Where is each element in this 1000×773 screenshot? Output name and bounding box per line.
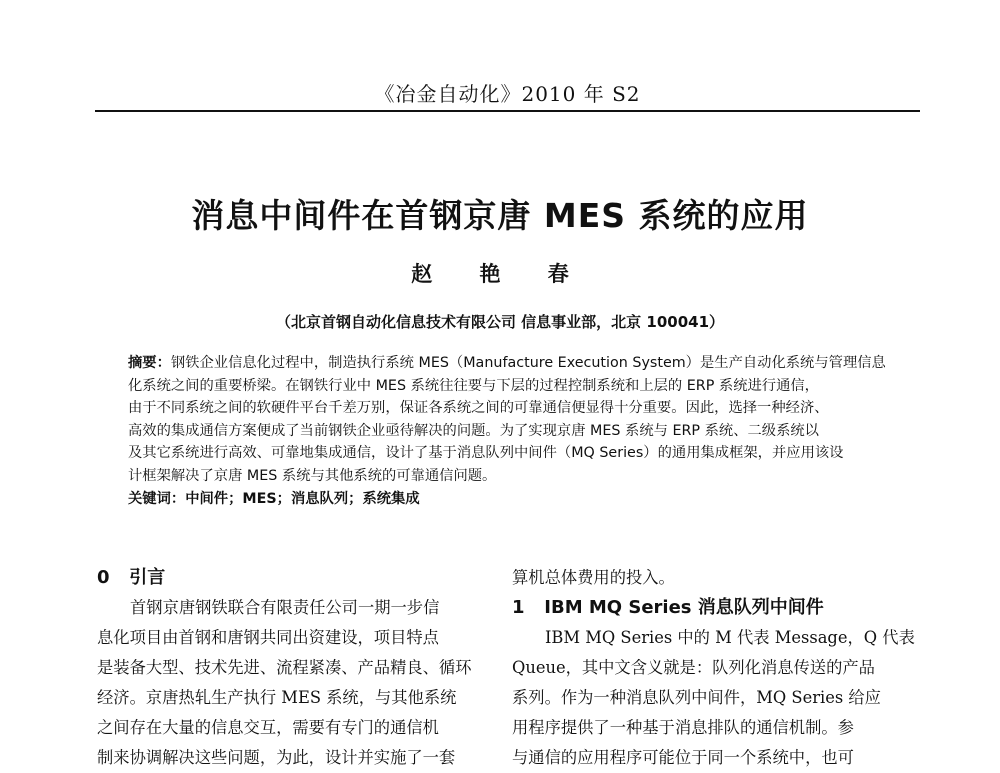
- abstract-line: [128, 352, 886, 375]
- author-name: 赵 艳 春: [411, 261, 589, 286]
- section-number: 0: [97, 567, 110, 588]
- section-title: IBM MQ Series 消息队列中间件: [544, 597, 824, 618]
- abstract-line: 化系统之间的重要桥梁。在钢铁行业中 MES 系统往往要与下层的过程控制系统和上层的 ERP 系统进行通信，: [128, 377, 819, 394]
- author-affiliation: （北京首钢自动化信息技术有限公司 信息事业部，北京 100041）: [275, 313, 725, 331]
- body-line: 与通信的应用程序可能位于同一个系统中，也可: [512, 748, 854, 767]
- body-line: 首钢京唐钢铁联合有限责任公司一期一步信: [130, 598, 440, 617]
- journal-header: 《冶金自动化》2010 年 S2: [374, 82, 641, 106]
- body-line: 算机总体费用的投入。: [512, 568, 675, 587]
- body-line: 是装备大型、技术先进、流程紧凑、产品精良、循环: [97, 658, 472, 677]
- abstract-block: [128, 352, 886, 510]
- body-line: 用程序提供了一种基于消息排队的通信机制。参: [512, 718, 854, 737]
- section-number: 1: [512, 597, 525, 618]
- body-line: 制来协调解决这些问题，为此，设计并实施了一套: [97, 748, 456, 767]
- body-line: 息化项目由首钢和唐钢共同出资建设，项目特点: [97, 628, 439, 647]
- right-column: [512, 563, 915, 773]
- section-title: 引言: [129, 567, 166, 588]
- left-column: [97, 563, 492, 773]
- abstract-line: 由于不同系统之间的软硬件平台千差万别，保证各系统之间的可靠通信便显得十分重要。因此，选择一种经济、: [128, 400, 829, 417]
- paper-title: 消息中间件在首钢京唐 MES 系统的应用: [191, 196, 809, 235]
- body-line: Queue，其中文含义就是：队列化消息传送的产品: [512, 658, 875, 677]
- body-line: 之间存在大量的信息交互，需要有专门的通信机: [97, 718, 439, 737]
- body-line: 经济。京唐热轧生产执行 MES 系统，与其他系统: [97, 688, 457, 707]
- abstract-label: 摘要：: [128, 355, 171, 371]
- abstract-line: 及其它系统进行高效、可靠地集成通信，设计了基于消息队列中间件（MQ Series）的通用集成框架，并应用该设: [128, 445, 844, 462]
- abstract-line: 高效的集成通信方案便成了当前钢铁企业亟待解决的问题。为了实现京唐 MES 系统与 ERP 系统、二级系统以: [128, 422, 819, 439]
- abstract-text: 钢铁企业信息化过程中，制造执行系统 MES（Manufacture Execution System）是生产自动化系统与管理信息: [170, 355, 886, 371]
- body-line: IBM MQ Series 中的 M 代表 Message，Q 代表: [545, 628, 915, 647]
- section-heading: [512, 593, 907, 623]
- section-heading: [97, 563, 492, 593]
- keywords-line: [128, 488, 868, 511]
- keywords-label: 关键词：: [128, 490, 186, 507]
- abstract-line: 计框架解决了京唐 MES 系统与其他系统的可靠通信问题。: [128, 467, 497, 484]
- header-rule: [95, 110, 920, 112]
- keywords-text: 中间件；MES；消息队列；系统集成: [185, 490, 420, 507]
- body-line: 系列。作为一种消息队列中间件，MQ Series 给应: [512, 688, 881, 707]
